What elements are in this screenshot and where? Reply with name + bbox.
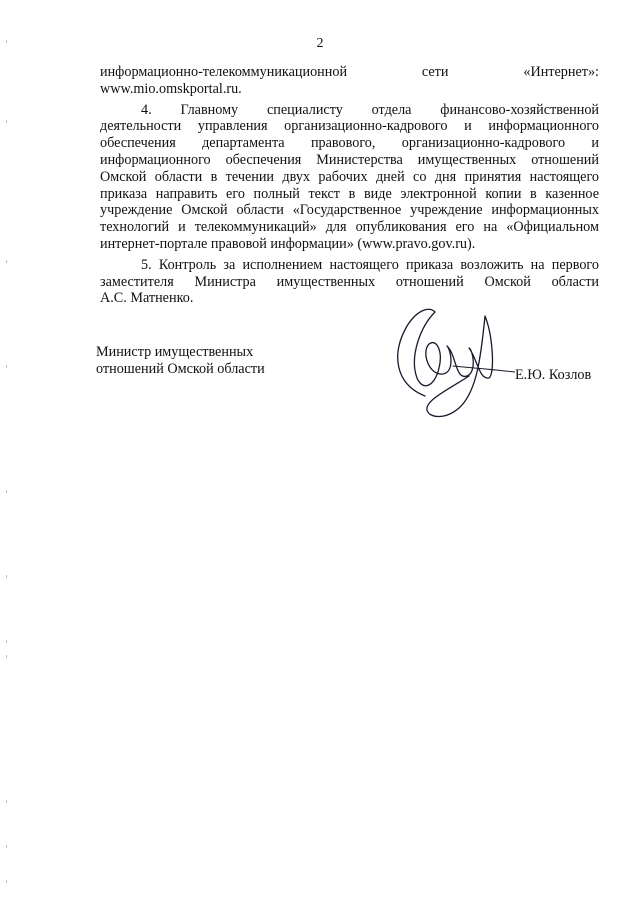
paragraph-4-line-2: деятельности управления организационно-кадрового и информационного [100,118,599,135]
paragraph-5-line-2: заместителя Министра имущественных отношений Омской области [100,273,599,290]
paragraph-4-line-3: обеспечения департамента правового, организационно-кадрового и [100,135,599,152]
page-number: 2 [316,36,324,51]
handwritten-signature [385,296,515,426]
paragraph-3-line-2: www.mio.omskportal.ru. [100,80,242,97]
paragraph-4-line-7: учреждение Омской области «Государственное учреждение информационных [100,202,599,219]
signatory-name: Е.Ю. Козлов [515,367,592,383]
paragraph-4-line-5: Омской области в течении двух рабочих дней со дня принятия настоящего [100,168,599,185]
paragraph-4-line-4: информационного обеспечения Министерства имущественных отношений [100,151,599,168]
paragraph-4-line-8: технологий и телекоммуникаций» для опубликования его на «Официальном [100,219,599,236]
signatory-title [96,344,265,378]
paragraph-4-line-6: приказа направить его полный текст в виде электронной копии в казенное [100,185,599,202]
paragraph-3-line-1: информационно-телекоммуникационной сети «Интернет»: [100,64,599,80]
document-body [100,64,599,307]
paragraph-4-line-1: 4. Главному специалисту отдела финансово-хозяйственной [141,101,599,118]
paragraph-5-line-1: 5. Контроль за исполнением настоящего приказа возложить на первого [141,256,599,273]
signatory-title-line-1: Министр имущественных [96,344,254,360]
paragraph-5-line-3: А.С. Матненко. [100,290,194,307]
scan-edge-marks [6,0,10,905]
paragraph-4-line-9: интернет-портале правовой информации» (www.pravo.gov.ru). [100,235,476,252]
signatory-title-line-2: отношений Омской области [96,361,265,377]
